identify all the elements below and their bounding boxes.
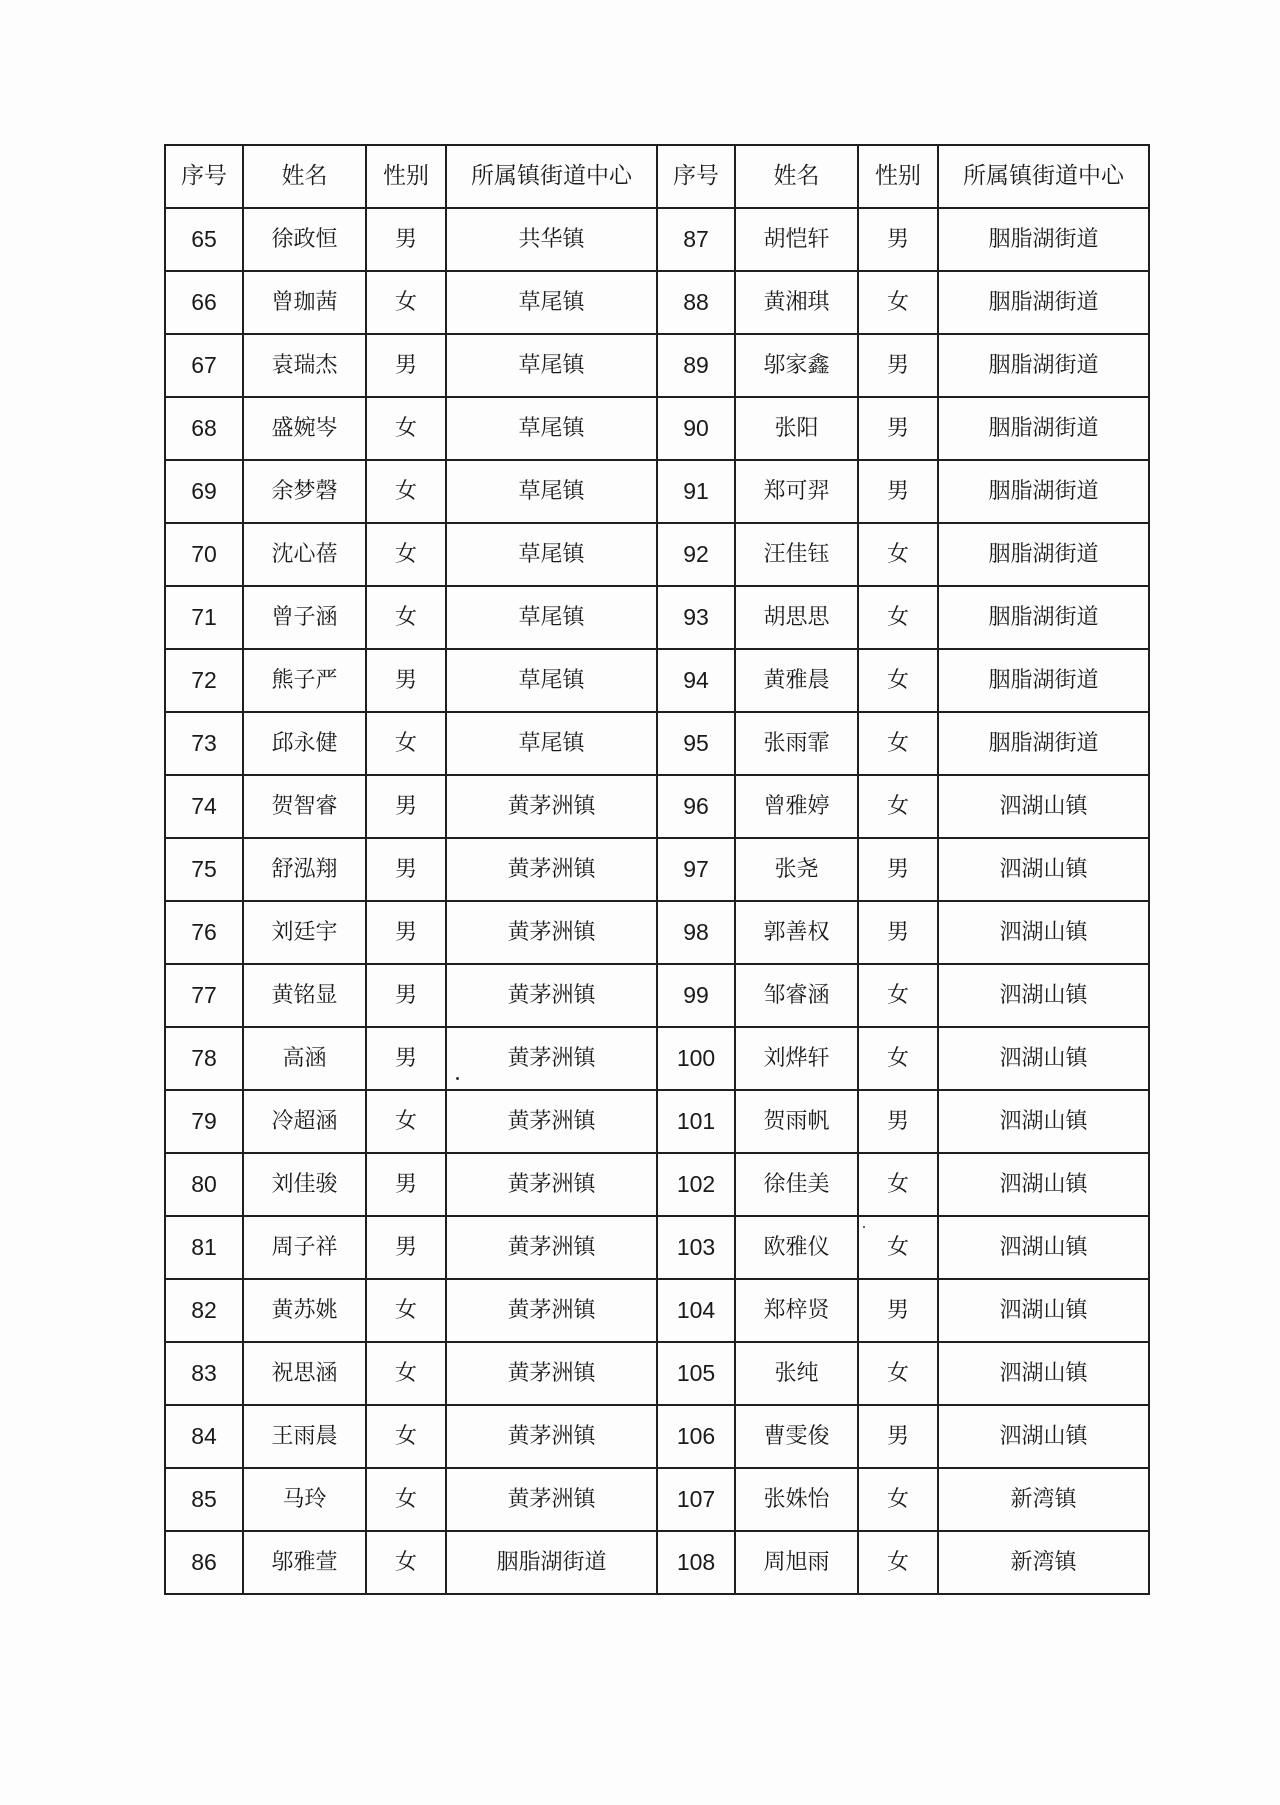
cell-name: 袁瑞杰 — [243, 334, 366, 397]
cell-unit: 黄茅洲镇 — [446, 1027, 657, 1090]
table-row — [165, 1405, 1149, 1468]
cell-gender: 女 — [366, 1405, 446, 1468]
cell-name: 周子祥 — [243, 1216, 366, 1279]
cell-unit: 胭脂湖街道 — [938, 712, 1149, 775]
cell-unit: 草尾镇 — [446, 271, 657, 334]
cell-unit: 草尾镇 — [446, 649, 657, 712]
header-gender: 性别 — [366, 145, 446, 208]
cell-gender: 男 — [858, 460, 938, 523]
cell-seq: 107 — [657, 1468, 735, 1531]
cell-gender: 男 — [366, 838, 446, 901]
cell-gender: 女 — [858, 586, 938, 649]
cell-name: 贺智睿 — [243, 775, 366, 838]
cell-seq: 96 — [657, 775, 735, 838]
cell-name: 徐政恒 — [243, 208, 366, 271]
cell-gender: 男 — [858, 208, 938, 271]
cell-unit: 黄茅洲镇 — [446, 1153, 657, 1216]
cell-gender: 男 — [858, 1405, 938, 1468]
table-row — [165, 397, 1149, 460]
cell-gender: 男 — [858, 901, 938, 964]
cell-name: 黄苏姚 — [243, 1279, 366, 1342]
table-row — [165, 649, 1149, 712]
cell-gender: 男 — [858, 397, 938, 460]
cell-gender: 女 — [366, 1342, 446, 1405]
cell-gender: 男 — [366, 775, 446, 838]
cell-name: 汪佳钰 — [735, 523, 858, 586]
cell-unit: 新湾镇 — [938, 1531, 1149, 1594]
cell-seq: 90 — [657, 397, 735, 460]
header-row — [165, 145, 1149, 208]
cell-unit: 草尾镇 — [446, 460, 657, 523]
table-row — [165, 271, 1149, 334]
cell-seq: 89 — [657, 334, 735, 397]
cell-gender: 女 — [366, 1279, 446, 1342]
cell-name: 张雨霏 — [735, 712, 858, 775]
cell-unit: 胭脂湖街道 — [938, 397, 1149, 460]
cell-name: 胡恺轩 — [735, 208, 858, 271]
table-row — [165, 1216, 1149, 1279]
cell-gender: 女 — [366, 1468, 446, 1531]
cell-gender: 女 — [366, 460, 446, 523]
cell-unit: 新湾镇 — [938, 1468, 1149, 1531]
cell-seq: 103 — [657, 1216, 735, 1279]
cell-unit: 泗湖山镇 — [938, 1279, 1149, 1342]
table-row — [165, 1027, 1149, 1090]
cell-gender: 女 — [858, 1531, 938, 1594]
cell-seq: 70 — [165, 523, 243, 586]
table-row — [165, 775, 1149, 838]
cell-unit: 泗湖山镇 — [938, 838, 1149, 901]
cell-seq: 73 — [165, 712, 243, 775]
cell-gender: 男 — [366, 1216, 446, 1279]
cell-gender: 男 — [366, 1027, 446, 1090]
cell-seq: 106 — [657, 1405, 735, 1468]
cell-unit: 胭脂湖街道 — [446, 1531, 657, 1594]
table-row — [165, 208, 1149, 271]
cell-name: 曾雅婷 — [735, 775, 858, 838]
cell-seq: 100 — [657, 1027, 735, 1090]
cell-unit: 泗湖山镇 — [938, 1153, 1149, 1216]
header-unit: 所属镇街道中心 — [446, 145, 657, 208]
cell-gender: 女 — [858, 271, 938, 334]
table-row — [165, 712, 1149, 775]
cell-name: 邹睿涵 — [735, 964, 858, 1027]
cell-name: 邬家鑫 — [735, 334, 858, 397]
cell-seq: 75 — [165, 838, 243, 901]
cell-unit: 泗湖山镇 — [938, 775, 1149, 838]
cell-unit: 黄茅洲镇 — [446, 1342, 657, 1405]
cell-seq: 65 — [165, 208, 243, 271]
header-unit: 所属镇街道中心 — [938, 145, 1149, 208]
cell-seq: 82 — [165, 1279, 243, 1342]
cell-unit: 胭脂湖街道 — [938, 586, 1149, 649]
cell-gender: 女 — [858, 1342, 938, 1405]
table-row — [165, 838, 1149, 901]
cell-name: 胡思思 — [735, 586, 858, 649]
cell-gender: 男 — [858, 334, 938, 397]
cell-seq: 101 — [657, 1090, 735, 1153]
table-row — [165, 1090, 1149, 1153]
cell-name: 余梦磬 — [243, 460, 366, 523]
cell-seq: 67 — [165, 334, 243, 397]
cell-gender: 女 — [366, 271, 446, 334]
header-name: 姓名 — [243, 145, 366, 208]
cell-seq: 105 — [657, 1342, 735, 1405]
cell-gender: 女 — [858, 649, 938, 712]
cell-name: 黄湘琪 — [735, 271, 858, 334]
cell-name: 冷超涵 — [243, 1090, 366, 1153]
cell-gender: 女 — [858, 1027, 938, 1090]
cell-gender: 男 — [366, 649, 446, 712]
cell-unit: 泗湖山镇 — [938, 964, 1149, 1027]
cell-seq: 69 — [165, 460, 243, 523]
cell-name: 邱永健 — [243, 712, 366, 775]
table-row — [165, 901, 1149, 964]
table-row — [165, 1342, 1149, 1405]
cell-seq: 92 — [657, 523, 735, 586]
cell-seq: 66 — [165, 271, 243, 334]
cell-seq: 95 — [657, 712, 735, 775]
table-row — [165, 460, 1149, 523]
cell-gender: 男 — [366, 334, 446, 397]
cell-gender: 女 — [366, 1090, 446, 1153]
cell-gender: 女 — [858, 1468, 938, 1531]
cell-seq: 80 — [165, 1153, 243, 1216]
cell-gender: 男 — [366, 901, 446, 964]
cell-gender: 女 — [366, 1531, 446, 1594]
header-gender: 性别 — [858, 145, 938, 208]
header-name: 姓名 — [735, 145, 858, 208]
cell-name: 张阳 — [735, 397, 858, 460]
table-row — [165, 964, 1149, 1027]
cell-seq: 97 — [657, 838, 735, 901]
cell-unit: 泗湖山镇 — [938, 1090, 1149, 1153]
cell-seq: 94 — [657, 649, 735, 712]
cell-seq: 91 — [657, 460, 735, 523]
cell-unit: 泗湖山镇 — [938, 901, 1149, 964]
table-row — [165, 1279, 1149, 1342]
cell-unit: 胭脂湖街道 — [938, 208, 1149, 271]
cell-gender: 女 — [366, 586, 446, 649]
cell-gender: 女 — [858, 1153, 938, 1216]
cell-name: 郭善权 — [735, 901, 858, 964]
cell-name: 张尧 — [735, 838, 858, 901]
cell-unit: 黄茅洲镇 — [446, 775, 657, 838]
cell-gender: 女 — [366, 523, 446, 586]
cell-gender: 男 — [366, 1153, 446, 1216]
cell-unit: 黄茅洲镇 — [446, 1216, 657, 1279]
cell-unit: 草尾镇 — [446, 586, 657, 649]
cell-name: 马玲 — [243, 1468, 366, 1531]
roster-body — [165, 208, 1149, 1594]
cell-name: 张姝怡 — [735, 1468, 858, 1531]
cell-name: 盛婉岑 — [243, 397, 366, 460]
cell-unit: 黄茅洲镇 — [446, 964, 657, 1027]
cell-unit: 草尾镇 — [446, 334, 657, 397]
cell-seq: 79 — [165, 1090, 243, 1153]
cell-name: 沈心蓓 — [243, 523, 366, 586]
cell-unit: 共华镇 — [446, 208, 657, 271]
cell-unit: 胭脂湖街道 — [938, 334, 1149, 397]
cell-gender: 女 — [366, 712, 446, 775]
cell-name: 周旭雨 — [735, 1531, 858, 1594]
cell-name: 舒泓翔 — [243, 838, 366, 901]
cell-gender: 女 — [858, 775, 938, 838]
table-row — [165, 586, 1149, 649]
cell-unit: 草尾镇 — [446, 523, 657, 586]
cell-name: 黄雅晨 — [735, 649, 858, 712]
cell-unit: 黄茅洲镇 — [446, 1468, 657, 1531]
cell-gender: 男 — [366, 964, 446, 1027]
cell-gender: 女 — [858, 523, 938, 586]
cell-name: 贺雨帆 — [735, 1090, 858, 1153]
cell-seq: 68 — [165, 397, 243, 460]
cell-gender: 男 — [858, 838, 938, 901]
header-seq: 序号 — [165, 145, 243, 208]
table-row — [165, 334, 1149, 397]
scan-speck — [863, 1226, 865, 1228]
cell-seq: 74 — [165, 775, 243, 838]
cell-seq: 108 — [657, 1531, 735, 1594]
cell-gender: 女 — [858, 1216, 938, 1279]
cell-name: 曾子涵 — [243, 586, 366, 649]
table-row — [165, 1468, 1149, 1531]
cell-name: 高涵 — [243, 1027, 366, 1090]
cell-seq: 84 — [165, 1405, 243, 1468]
cell-name: 王雨晨 — [243, 1405, 366, 1468]
cell-unit: 黄茅洲镇 — [446, 1090, 657, 1153]
cell-unit: 黄茅洲镇 — [446, 838, 657, 901]
cell-name: 刘佳骏 — [243, 1153, 366, 1216]
cell-gender: 女 — [858, 712, 938, 775]
cell-seq: 104 — [657, 1279, 735, 1342]
cell-name: 徐佳美 — [735, 1153, 858, 1216]
cell-seq: 98 — [657, 901, 735, 964]
cell-unit: 黄茅洲镇 — [446, 1405, 657, 1468]
cell-seq: 99 — [657, 964, 735, 1027]
table-row — [165, 523, 1149, 586]
cell-name: 黄铭显 — [243, 964, 366, 1027]
cell-name: 郑可羿 — [735, 460, 858, 523]
cell-unit: 胭脂湖街道 — [938, 271, 1149, 334]
scan-speck — [456, 1077, 459, 1080]
cell-name: 郑梓贤 — [735, 1279, 858, 1342]
cell-name: 欧雅仪 — [735, 1216, 858, 1279]
cell-gender: 男 — [858, 1090, 938, 1153]
cell-seq: 87 — [657, 208, 735, 271]
table-row — [165, 1153, 1149, 1216]
cell-seq: 77 — [165, 964, 243, 1027]
cell-seq: 102 — [657, 1153, 735, 1216]
cell-unit: 泗湖山镇 — [938, 1342, 1149, 1405]
cell-unit: 胭脂湖街道 — [938, 523, 1149, 586]
cell-unit: 泗湖山镇 — [938, 1405, 1149, 1468]
cell-name: 张纯 — [735, 1342, 858, 1405]
cell-gender: 女 — [858, 964, 938, 1027]
cell-unit: 泗湖山镇 — [938, 1216, 1149, 1279]
cell-name: 祝思涵 — [243, 1342, 366, 1405]
cell-seq: 72 — [165, 649, 243, 712]
cell-unit: 胭脂湖街道 — [938, 460, 1149, 523]
cell-name: 刘廷宇 — [243, 901, 366, 964]
cell-seq: 85 — [165, 1468, 243, 1531]
cell-unit: 黄茅洲镇 — [446, 901, 657, 964]
cell-seq: 76 — [165, 901, 243, 964]
cell-seq: 71 — [165, 586, 243, 649]
cell-name: 邬雅萱 — [243, 1531, 366, 1594]
roster-table — [164, 144, 1150, 1595]
table-row — [165, 1531, 1149, 1594]
cell-unit: 黄茅洲镇 — [446, 1279, 657, 1342]
cell-name: 曹雯俊 — [735, 1405, 858, 1468]
cell-seq: 83 — [165, 1342, 243, 1405]
cell-seq: 81 — [165, 1216, 243, 1279]
cell-seq: 93 — [657, 586, 735, 649]
cell-unit: 草尾镇 — [446, 712, 657, 775]
cell-seq: 86 — [165, 1531, 243, 1594]
cell-seq: 88 — [657, 271, 735, 334]
cell-gender: 女 — [366, 397, 446, 460]
cell-unit: 泗湖山镇 — [938, 1027, 1149, 1090]
cell-gender: 男 — [858, 1279, 938, 1342]
cell-name: 曾珈茜 — [243, 271, 366, 334]
cell-seq: 78 — [165, 1027, 243, 1090]
cell-unit: 胭脂湖街道 — [938, 649, 1149, 712]
cell-name: 熊子严 — [243, 649, 366, 712]
header-seq: 序号 — [657, 145, 735, 208]
cell-name: 刘烨轩 — [735, 1027, 858, 1090]
cell-gender: 男 — [366, 208, 446, 271]
cell-unit: 草尾镇 — [446, 397, 657, 460]
